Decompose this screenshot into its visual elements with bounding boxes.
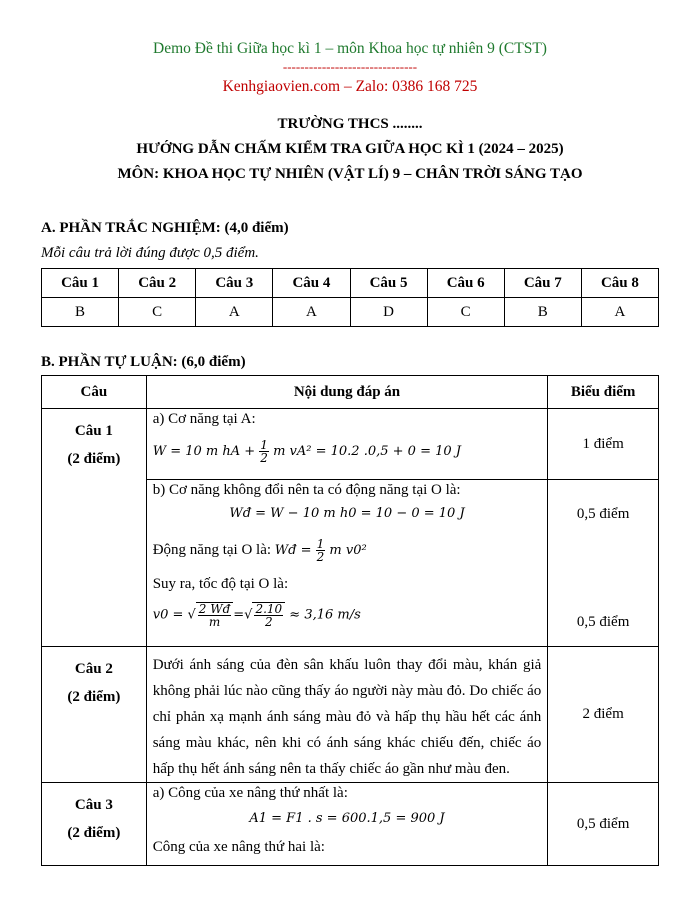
q1b-heading: b) Cơ năng không đổi nên ta có động năng tại O là: [152, 482, 461, 498]
col-header-score: Biểu điểm [548, 376, 659, 409]
q1-number: Câu 1 [74, 423, 113, 439]
q2-points: (2 điểm) [67, 689, 121, 705]
section-a-heading: A. PHẦN TRẮC NGHIỆM: (4,0 điểm) [41, 220, 289, 236]
text-part: Động năng tại O là: [152, 542, 272, 558]
subject-title: MÔN: KHOA HỌC TỰ NHIÊN (VẬT LÍ) 9 – CHÂN TRỜI SÁNG TẠO [117, 166, 583, 182]
separator-line: ------------------------------- [282, 59, 418, 74]
essay-header-row [42, 376, 659, 409]
mc-answer-row [42, 298, 659, 327]
site-contact: Kenhgiaovien.com – Zalo: 0386 168 725 [222, 78, 478, 95]
q3-line-2: Công của xe nâng thứ hai là: [152, 839, 325, 855]
section-a-note: Mỗi câu trả lời đúng được 0,5 điểm. [41, 245, 259, 261]
mc-header: Câu 3 [196, 269, 273, 298]
q1b-content [146, 480, 548, 647]
section-b-heading: B. PHẦN TỰ LUẬN: (6,0 điểm) [41, 354, 246, 370]
q3-number: Câu 3 [74, 797, 113, 813]
mc-header-row [42, 269, 659, 298]
q2-number: Câu 2 [74, 661, 113, 677]
q1-points: (2 điểm) [67, 451, 121, 467]
q3-line-1: a) Công của xe nâng thứ nhất là: [152, 785, 348, 801]
q3-points: (2 điểm) [67, 825, 121, 841]
mc-answer: C [119, 298, 196, 327]
col-header-question: Câu [42, 376, 147, 409]
q2-label [42, 647, 147, 783]
mc-answer: D [350, 298, 427, 327]
mc-header: Câu 5 [350, 269, 427, 298]
q1a-score: 1 điểm [548, 409, 659, 480]
q3-formula: A1 = F1 . s = 600.1,5 = 900 J [249, 811, 445, 826]
essay-row-q2 [42, 647, 659, 783]
q1b-formula-3: v0 = √ $\frac{2 Wđ}{m}$ =√ $\frac{2.10}{2}$ ≈ 3,16 m/s [152, 602, 361, 629]
mc-answer: A [196, 298, 273, 327]
q1a-heading: a) Cơ năng tại A: [152, 411, 256, 427]
col-header-content: Nội dung đáp án [146, 376, 548, 409]
q1-label [42, 409, 147, 647]
mc-answer: C [427, 298, 504, 327]
q2-content: Dưới ánh sáng của đèn sân khấu luôn thay đổi màu, khán giả không phải lúc nào cũng thấy áo người này màu đỏ. Do chiếc áo chỉ phản xạ mạnh ánh sáng màu đỏ và hấp thụ hầu hết các ánh sáng màu khác, nên khi có ánh sáng khác chiếu đến, chiếc áo hấp thụ hết ánh sáng nên ta thấy chiếc áo gần như màu đen. [146, 647, 548, 783]
fraction: $\frac{1}{2}$ [260, 438, 268, 465]
q1a-content [146, 409, 548, 480]
formula-part: m vA² = 10.2 .0,5 + 0 = 10 J [268, 444, 461, 459]
q2-score: 2 điểm [548, 647, 659, 783]
exam-title: HƯỚNG DẪN CHẤM KIỂM TRA GIỮA HỌC KÌ 1 (2024 – 2025) [136, 141, 564, 157]
mc-answer: A [581, 298, 658, 327]
mc-header: Câu 8 [581, 269, 658, 298]
mc-header: Câu 2 [119, 269, 196, 298]
q1a-formula [153, 439, 461, 464]
essay-row-q1a [42, 409, 659, 480]
mc-header: Câu 1 [42, 269, 119, 298]
q3-content [146, 783, 548, 866]
mc-header: Câu 7 [504, 269, 581, 298]
mc-answer: B [42, 298, 119, 327]
q1b-score-2: 0,5 điểm [576, 614, 630, 630]
q3-score: 0,5 điểm [548, 783, 659, 866]
q1b-formula-1: Wđ = W − 10 m h0 = 10 − 0 = 10 J [229, 506, 465, 521]
school-name: TRƯỜNG THCS ........ [277, 116, 423, 132]
q1b-score [548, 480, 659, 647]
mc-answer: B [504, 298, 581, 327]
formula-part: Wđ = $\frac{1}{2}$ m v0² [274, 537, 367, 564]
essay-table [41, 375, 659, 866]
q1b-kinetic-label [153, 538, 367, 563]
multiple-choice-table [41, 268, 659, 327]
watermark-title: Demo Đề thi Giữa học kì 1 – môn Khoa học tự nhiên 9 (CTST) [153, 40, 547, 57]
q1b-speed-label: Suy ra, tốc độ tại O là: [152, 576, 289, 592]
q1b-score-1: 0,5 điểm [576, 506, 630, 522]
mc-header: Câu 6 [427, 269, 504, 298]
mc-answer: A [273, 298, 350, 327]
mc-header: Câu 4 [273, 269, 350, 298]
essay-row-q3 [42, 783, 659, 866]
formula-part: W = 10 m hA + [152, 444, 260, 459]
q3-label [42, 783, 147, 866]
